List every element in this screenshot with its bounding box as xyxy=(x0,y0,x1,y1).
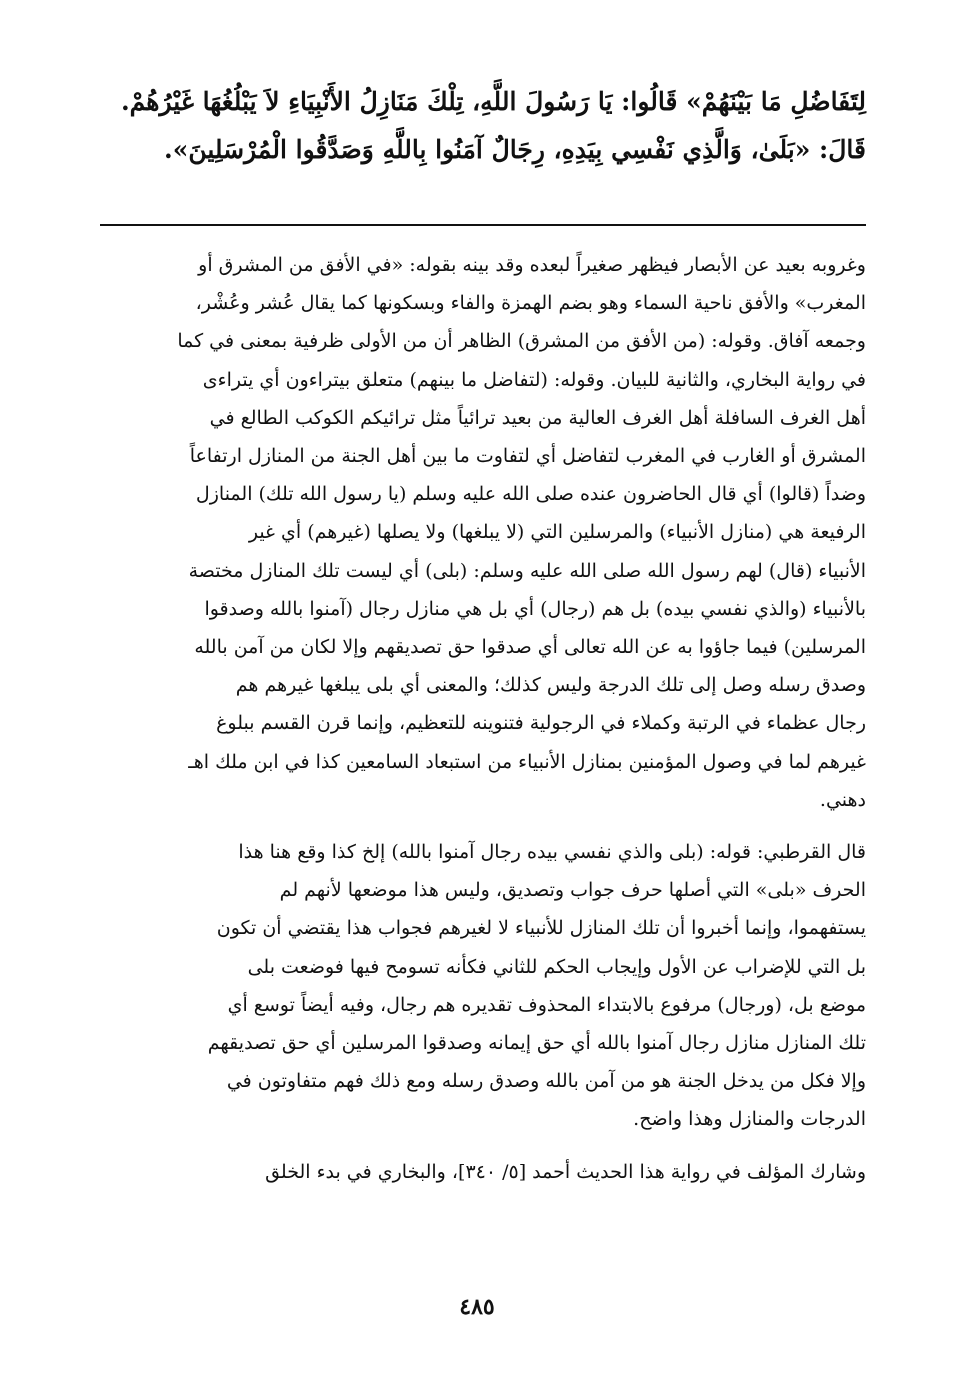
text-line: المشرق أو الغارب في المغرب لتفاضل أي لتفاوت ما بين أهل الجنة من المنازل ارتفاعاً xyxy=(189,445,866,468)
commentary xyxy=(100,246,866,1191)
text-line: المغرب» والأفق ناحية السماء وهو بضم الهمزة والفاء وبسكونها كما يقال عُشر وعُشْر، xyxy=(195,292,866,315)
text-line: دهني. xyxy=(819,788,866,811)
text-line: وإلا فكل من يدخل الجنة هو من آمن بالله وصدق رسله ومع ذلك فهم متفاوتون في xyxy=(226,1070,866,1093)
text-line: غيرهم لما في وصول المؤمنين بمنازل الأنبياء من استبعاد السامعين كذا في ابن ملك اهـ xyxy=(188,750,866,773)
text-line: وجمعه آفاق. وقوله: (من الأفق من المشرق) الظاهر أن من الأولى ظرفية بمعنى في كما xyxy=(177,330,866,353)
text-line: قال القرطبي: قوله: (بلى والذي نفسي بيده رجال آمنوا بالله) إلخ كذا وقع هنا هذا xyxy=(238,841,866,864)
commentary-paragraph-3 xyxy=(100,1153,866,1191)
text-line: موضع بل، (ورجال) مرفوع بالابتداء المحذوف تقديره هم رجال، وفيه أيضاً توسع أي xyxy=(227,993,866,1016)
text-line: وغروبه بعيد عن الأبصار فيظهر صغيراً لبعده وقد بينه بقوله: «في الأفق من المشرق أو xyxy=(198,254,866,276)
commentary-paragraph-1 xyxy=(100,246,866,819)
footnote-divider xyxy=(100,224,866,226)
hadith-line-2: قَالَ: «بَلَىٰ، وَالَّذِي نَفْسِي بِيَدِهِ، رِجَالٌ آمَنُوا بِاللَّهِ وَصَدَّقُوا الْمُرْسَلِينَ». xyxy=(163,135,866,164)
text-line: وصدق رسله وصل إلى تلك الدرجة وليس كذلك؛ والمعنى أي بلى يبلغها غيرهم هم xyxy=(235,674,866,697)
text-line: الحرف «بلى» التي أصلها حرف جواب وتصديق، وليس هذا موضعها لأنهم لم xyxy=(279,879,866,902)
text-line: الدرجات والمنازل وهذا واضح. xyxy=(633,1108,866,1131)
hadith-line-1: لِتَفَاضُلِ مَا بَيْنَهُمْ» قَالُوا: يَا رَسُولَ اللَّهِ، تِلْكَ مَنَازِلُ الأَنْبِيَاءِ لاَ يَبْلُغُهَا غَيْرُهُمْ. xyxy=(120,87,866,116)
text-line: تلك المنازل منازل رجال آمنوا بالله أي حق إيمانه وصدقوا المرسلين أي حق تصديقهم xyxy=(207,1032,866,1055)
text-line: الرفيعة هي (منازل الأنبياء) والمرسلين التي (لا يبلغها) ولا يصلها (غيرهم) أي غير xyxy=(248,521,866,544)
text-line: أهل الغرف السافلة أهل الغرف العالية من بعيد ترائياً مثل ترائيكم الكوكب الطالع في xyxy=(209,406,866,429)
text-line: الأنبياء (قال) لهم رسول الله صلى الله عليه وسلم: (بلى) أي ليست تلك المنازل مختصة xyxy=(188,559,866,582)
hadith-text xyxy=(100,78,866,174)
text-line: في رواية البخاري، والثانية للبيان. وقوله: (لتفاضل ما بينهم) متعلق بيتراءون أي يتراءى xyxy=(202,368,866,391)
text-line: بالأنبياء (والذي نفسي بيده) بل هم (رجال) أي بل هي منازل رجال (آمنوا بالله وصدقوا xyxy=(204,597,866,620)
text-line: يستفهموا، وإنما أخبروا أن تلك المنازل للأنبياء لا لغيرهم فجواب هذا يقتضي أن تكون xyxy=(216,917,866,940)
text-line: بل التي للإضراب عن الأول وإيجاب الحكم للثاني فكأنه تسومح فيها فوضعت بلى xyxy=(247,955,866,978)
text-line: وشارك المؤلف في رواية هذا الحديث أحمد [٥/ ٣٤٠]، والبخاري في بدء الخلق xyxy=(265,1160,866,1183)
commentary-paragraph-2 xyxy=(100,833,866,1139)
text-line: وضداً (قالوا) أي قال الحاضرون عنده صلى الله عليه وسلم (يا رسول الله تلك) المنازل xyxy=(195,483,866,506)
text-line: المرسلين) فيما جاؤوا به عن الله تعالى أي صدقوا حق تصديقهم وإلا لكان من آمن بالله xyxy=(194,636,866,659)
page-number: ٤٨٥ xyxy=(459,1294,495,1320)
text-line: رجال عظماء في الرتبة وكملاء في الرجولية فتنوينه للتعظيم، وإنما قرن القسم ببلوغ xyxy=(216,712,866,735)
